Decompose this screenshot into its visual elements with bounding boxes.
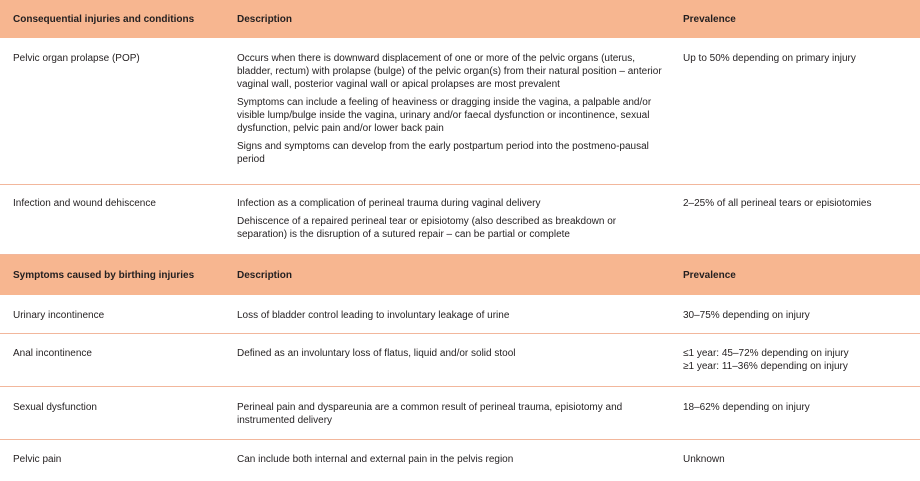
row-name: Urinary incontinence: [13, 310, 105, 321]
table-row: [0, 38, 920, 185]
row-description: Defined as an involuntary loss of flatus, liquid and/or solid stool: [237, 348, 516, 359]
header-symptom: Symptoms caused by birthing injuries: [13, 270, 195, 281]
section1-header-row: [0, 0, 920, 38]
table-row: [0, 295, 920, 334]
table-row: [0, 440, 920, 481]
table-row: [0, 334, 920, 387]
row-description: [237, 52, 683, 184]
row-name: Pelvic pain: [13, 454, 62, 465]
row-prevalence: 30–75% depending on injury: [683, 310, 810, 321]
header-prevalence: Prevalence: [683, 270, 736, 281]
row-description: [237, 197, 683, 254]
row-description: Can include both internal and external pain in the pelvis region: [237, 454, 514, 465]
row-prevalence: Up to 50% depending on primary injury: [683, 53, 856, 64]
row-name: Anal incontinence: [13, 348, 92, 359]
header-description: Description: [237, 14, 293, 25]
row-prevalence: [683, 347, 920, 386]
header-description: Description: [237, 270, 293, 281]
prevalence-line: ≤1 year: 45–72% depending on injury: [683, 348, 849, 359]
row-name: Infection and wound dehiscence: [13, 198, 156, 209]
row-name: Pelvic organ prolapse (POP): [13, 53, 140, 64]
row-name: Sexual dysfunction: [13, 402, 97, 413]
row-prevalence: 18–62% depending on injury: [683, 402, 810, 413]
description-paragraph: Dehiscence of a repaired perineal tear or episiotomy (also described as breakdown or separation) is the disruption of a sutured repair – can be partial or complete: [237, 216, 617, 240]
row-prevalence: 2–25% of all perineal tears or episiotomies: [683, 198, 872, 209]
description-paragraph: Symptoms can include a feeling of heaviness or dragging inside the vagina, a palpable and/or visible lump/bulge inside the vagina, urinary and/or faecal dysfunction or incontinence, sexual dysfunction, pelvic pain and/or lower back pain: [237, 97, 652, 134]
row-description: Loss of bladder control leading to involuntary leakage of urine: [237, 310, 510, 321]
table-row: [0, 387, 920, 440]
row-description: Perineal pain and dyspareunia are a common result of perineal trauma, episiotomy and instrumented delivery: [237, 402, 623, 426]
description-paragraph: Signs and symptoms can develop from the early postpartum period into the postmeno-pausal period: [237, 141, 649, 165]
table-row: [0, 185, 920, 255]
description-paragraph: Infection as a complication of perineal trauma during vaginal delivery: [237, 198, 541, 209]
row-prevalence: Unknown: [683, 454, 725, 465]
section2-header-row: [0, 255, 920, 295]
description-paragraph: Occurs when there is downward displacement of one or more of the pelvic organs (uterus, bladder, rectum) with prolapse (bulge) of the pelvic organ(s) from their natural position – anterior vaginal wall, posterior vaginal wall or apical prolapses are most prevalent: [237, 53, 662, 90]
header-prevalence: Prevalence: [683, 14, 736, 25]
prevalence-line: ≥1 year: 11–36% depending on injury: [683, 361, 848, 372]
header-condition: Consequential injuries and conditions: [13, 14, 195, 25]
